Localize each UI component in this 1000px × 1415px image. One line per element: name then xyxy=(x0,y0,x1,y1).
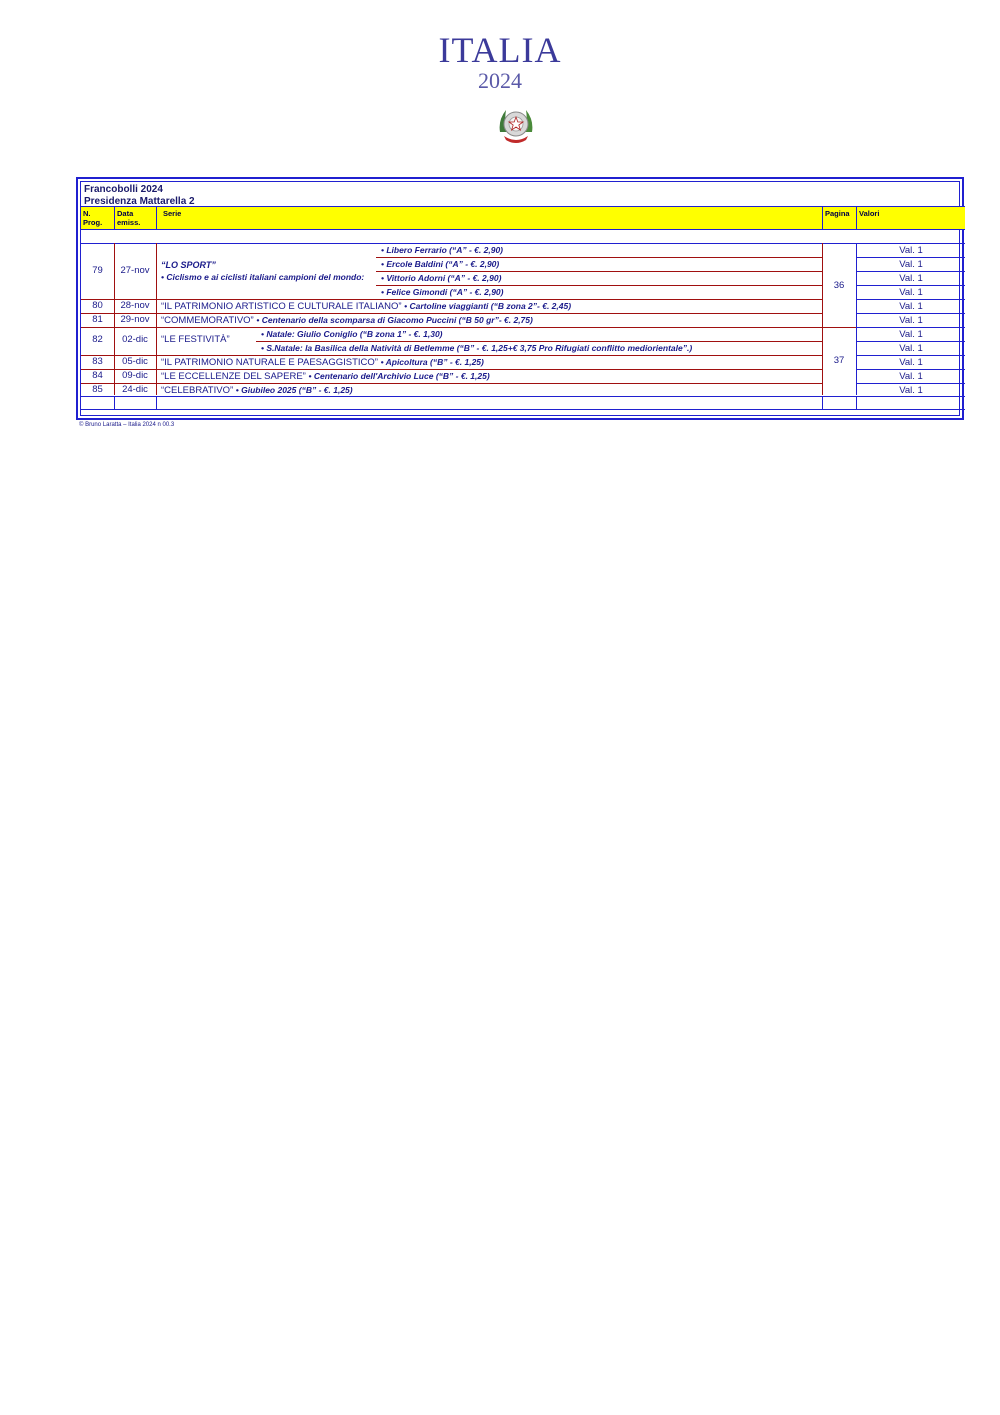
row-83-date: 05-dic xyxy=(122,356,148,367)
pagina-37: 37 xyxy=(833,355,845,366)
divider xyxy=(156,207,157,229)
divider xyxy=(856,207,857,229)
row-82-item-1: • Natale: Giulio Coniglio (“B zona 1” - €. 1,30) xyxy=(261,329,443,339)
footer-copyright: © Bruno Laratta – Italia 2024 n 00.3 xyxy=(79,422,175,428)
stamps-table xyxy=(76,177,964,420)
row-79-item-3: • Vittorio Adorni (“A” - €. 2,90) xyxy=(381,273,502,283)
row-85-prog: 85 xyxy=(92,384,103,395)
emblem-of-italy-icon xyxy=(494,102,538,146)
table-title xyxy=(84,184,195,208)
row-81-prog: 81 xyxy=(92,314,103,325)
divider xyxy=(856,257,965,258)
row-81-serie: “COMMEMORATIVO” • Centenario della scomparsa di Giacomo Puccini (“B 50 gr”- €. 2,75) xyxy=(161,315,533,326)
divider xyxy=(114,207,115,229)
row-79-value-2: Val. 1 xyxy=(899,259,923,270)
row-80-prog: 80 xyxy=(92,300,103,311)
row-80-date: 28-nov xyxy=(120,300,150,311)
table-title-line1: Francobolli 2024 xyxy=(84,184,163,195)
divider xyxy=(856,271,965,272)
row-82-item-2: • S.Natale: la Basilica della Natività di Betlemme (“B” - €. 1,25+€ 3,75 Pro Rifugiati conflitto mediorientale”.) xyxy=(261,343,693,353)
divider xyxy=(856,341,965,342)
row-79-date: 27-nov xyxy=(120,265,150,276)
divider xyxy=(822,207,823,229)
row-79-value-1: Val. 1 xyxy=(899,245,923,256)
row-82-value-1: Val. 1 xyxy=(899,329,923,340)
row-79-value-4: Val. 1 xyxy=(899,287,923,298)
column-header-nprog: N. Prog. xyxy=(83,209,103,227)
row-79-serie-title: “LO SPORT” xyxy=(161,260,216,270)
row-79-value-3: Val. 1 xyxy=(899,273,923,284)
row-79-prog: 79 xyxy=(92,265,103,276)
divider xyxy=(81,206,965,207)
divider xyxy=(856,396,857,409)
column-header-valori: Valori xyxy=(859,209,880,218)
divider xyxy=(822,396,823,409)
page-year: 2024 xyxy=(478,68,522,93)
divider xyxy=(822,243,823,395)
row-83-prog: 83 xyxy=(92,356,103,367)
row-81-value: Val. 1 xyxy=(899,315,923,326)
row-79-serie-sub: • Ciclismo e ai ciclisti italiani campioni del mondo: xyxy=(161,272,365,282)
column-header-data: Data emiss. xyxy=(117,209,141,227)
column-header-pagina: Pagina xyxy=(825,209,850,218)
pagina-36: 36 xyxy=(833,280,845,291)
divider xyxy=(856,285,965,286)
divider xyxy=(81,396,965,397)
row-82-serie-title: “LE FESTIVITÀ” xyxy=(161,334,230,345)
row-79-item-4: • Felice Gimondi (“A” - €. 2,90) xyxy=(381,287,504,297)
divider xyxy=(156,243,157,395)
row-79-item-2: • Ercole Baldini (“A” - €. 2,90) xyxy=(381,259,500,269)
row-83-serie: “IL PATRIMONIO NATURALE E PAESAGGISTICO” • Apicoltura (“B” - €. 1,25) xyxy=(161,357,484,368)
page-title: ITALIA xyxy=(438,30,562,70)
row-82-prog: 82 xyxy=(92,334,103,345)
row-84-prog: 84 xyxy=(92,370,103,381)
divider xyxy=(114,396,115,409)
column-header-serie: Serie xyxy=(163,209,182,218)
divider xyxy=(81,327,856,328)
divider xyxy=(81,409,965,410)
row-84-serie: “LE ECCELLENZE DEL SAPERE” • Centenario dell'Archivio Luce (“B” - €. 1,25) xyxy=(161,371,490,382)
row-80-serie: “IL PATRIMONIO ARTISTICO E CULTURALE ITALIANO” • Cartoline viaggianti (“B zona 2”- €. 2,45) xyxy=(161,301,572,312)
row-84-value: Val. 1 xyxy=(899,371,923,382)
row-81-date: 29-nov xyxy=(120,314,150,325)
stamps-table-inner xyxy=(80,181,960,416)
divider xyxy=(156,396,157,409)
row-82-value-2: Val. 1 xyxy=(899,343,923,354)
row-85-serie: “CELEBRATIVO” • Giubileo 2025 (“B” - €. 1,25) xyxy=(161,385,353,396)
row-85-value: Val. 1 xyxy=(899,385,923,396)
row-85-date: 24-dic xyxy=(122,384,148,395)
divider xyxy=(81,243,965,244)
row-80-value: Val. 1 xyxy=(899,301,923,312)
row-82-date: 02-dic xyxy=(122,334,148,345)
row-83-value: Val. 1 xyxy=(899,357,923,368)
row-84-date: 09-dic xyxy=(122,370,148,381)
divider xyxy=(81,229,965,230)
table-title-line2: Presidenza Mattarella 2 xyxy=(84,196,195,207)
row-79-item-1: • Libero Ferrario (“A” - €. 2,90) xyxy=(381,245,504,255)
